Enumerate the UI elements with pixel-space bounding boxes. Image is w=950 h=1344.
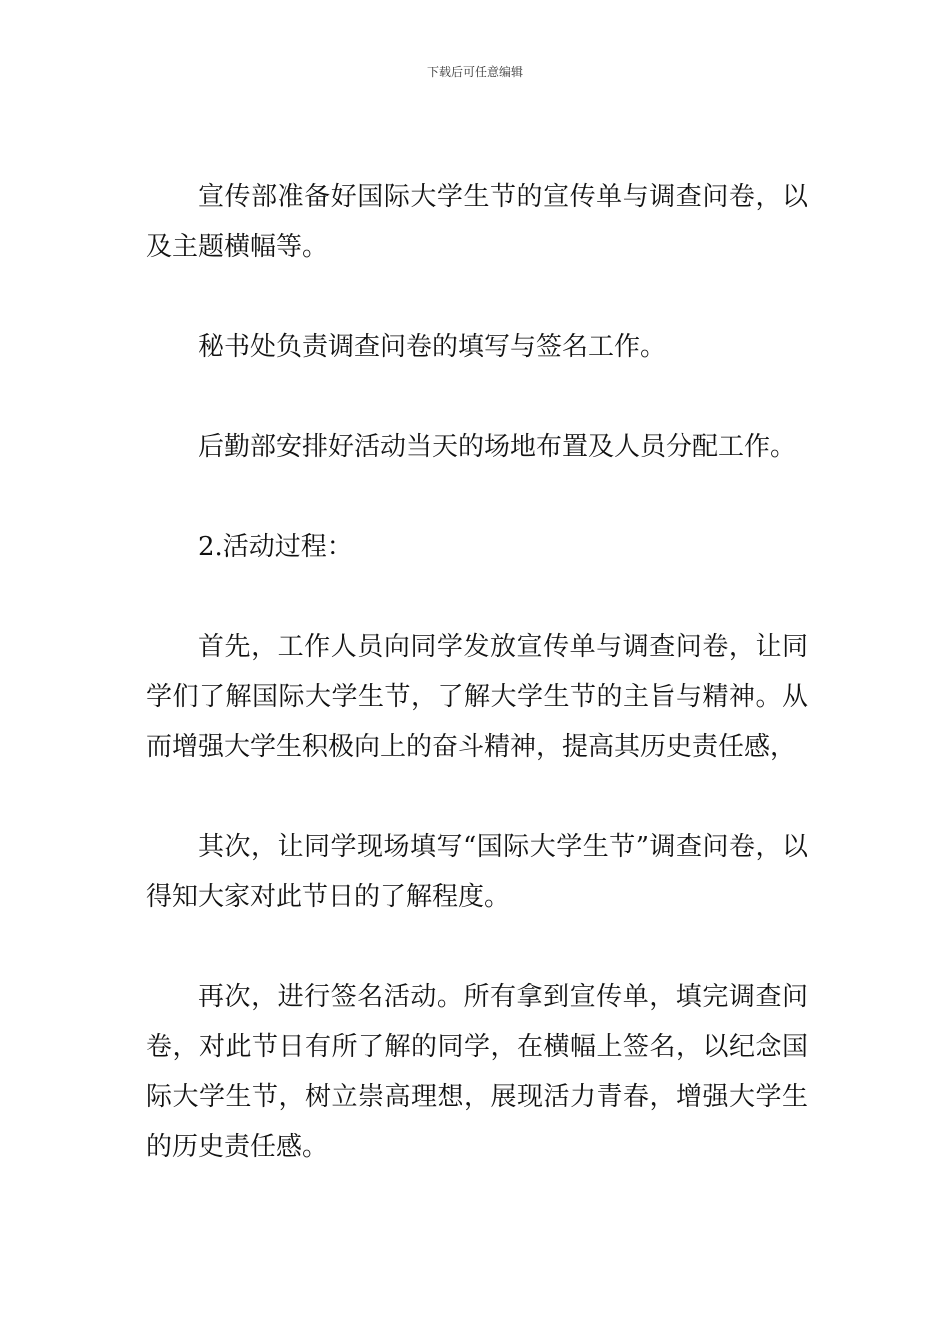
paragraph-first-step: 首先，工作人员向同学发放宣传单与调查问卷，让同学们了解国际大学生节，了解大学生节的主旨与精神。从而增强大学生积极向上的奋斗精神，提高其历史责任感， [146,632,808,762]
paragraph-publicity-dept: 宣传部准备好国际大学生节的宣传单与调查问卷，以及主题横幅等。 [146,182,808,262]
section-heading-activity-process: 2.活动过程： [198,532,353,562]
page-header: 下载后可任意编辑 [426,65,523,79]
document-body [146,172,808,1222]
paragraph-logistics-dept: 后勤部安排好活动当天的场地布置及人员分配工作。 [198,432,797,462]
paragraph-second-step: 其次，让同学现场填写“国际大学生节”调查问卷，以得知大家对此节日的了解程度。 [146,832,808,912]
paragraph-third-step: 再次，进行签名活动。所有拿到宣传单，填完调查问卷，对此节日有所了解的同学，在横幅上签名，以纪念国际大学生节，树立崇高理想，展现活力青春，增强大学生的历史责任感。 [146,982,808,1162]
paragraph-secretariat: 秘书处负责调查问卷的填写与签名工作。 [198,332,667,362]
